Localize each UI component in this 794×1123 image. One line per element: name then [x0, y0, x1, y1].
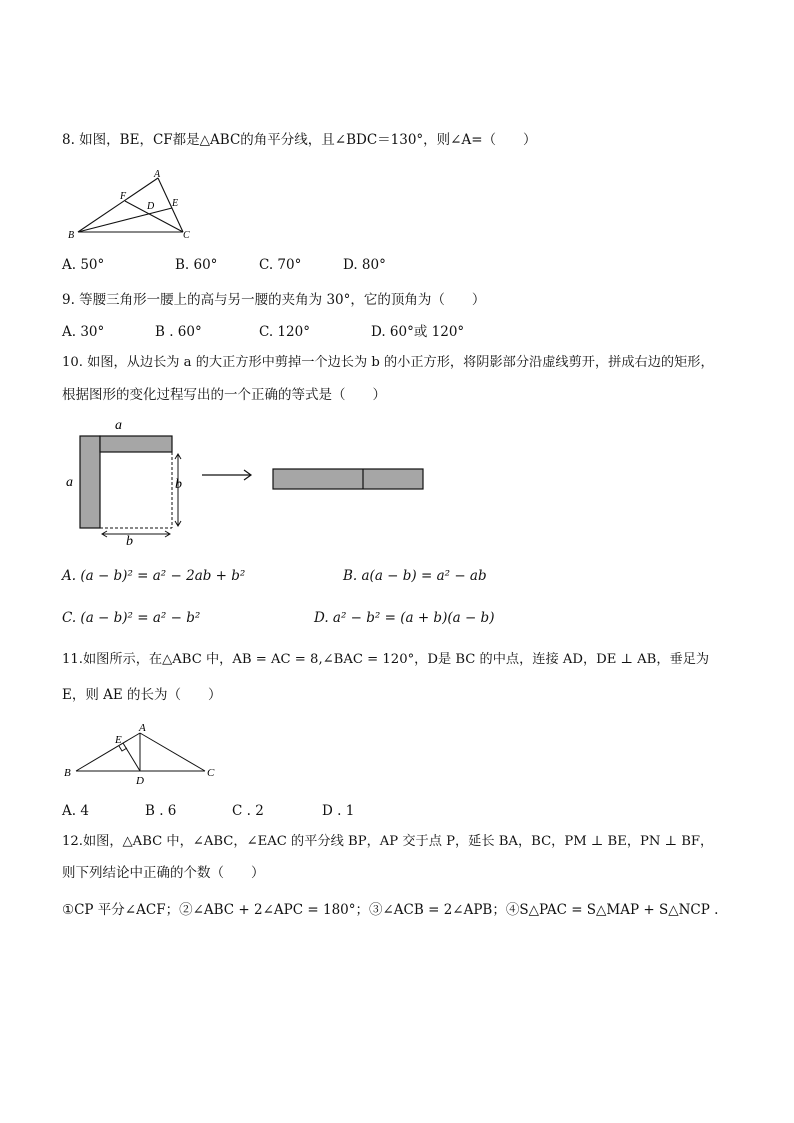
q9-option-b[interactable]: B . 60°	[155, 324, 202, 340]
q12-conclusions: ①CP 平分∠ACF；②∠ABC + 2∠APC = 180°；③∠ACB = 2∠APB；④S△PAC = S△MAP + S△NCP .	[62, 902, 719, 918]
q8-label-d: D	[147, 201, 155, 212]
q10-option-b[interactable]: B. a(a − b) = a² − ab	[343, 568, 487, 584]
q10-stem-line2: 根据图形的变化过程写出的一个正确的等式是（ ）	[62, 387, 386, 403]
q8-label-e: E	[172, 198, 179, 209]
q11-option-d[interactable]: D . 1	[322, 803, 355, 819]
q11-triangle-figure	[62, 718, 227, 788]
q10-label-b-bottom: b	[126, 534, 133, 549]
q12-stem-line1: 12.如图，△ABC 中，∠ABC，∠EAC 的平分线 BP，AP 交于点 P，延长 BA，BC，PM ⊥ BE，PN ⊥ BF，	[62, 834, 714, 849]
q10-arrow-icon	[200, 469, 260, 481]
q11-label-c: C	[207, 767, 215, 779]
q11-label-d: D	[136, 775, 144, 787]
q9-stem: 9. 等腰三角形一腰上的高与另一腰的夹角为 30°，它的顶角为（ ）	[62, 292, 486, 308]
q10-rectangle-figure	[272, 468, 427, 493]
q11-label-b: B	[64, 767, 71, 779]
q11-label-e: E	[115, 734, 122, 746]
q10-option-c[interactable]: C. (a − b)² = a² − b²	[62, 610, 201, 626]
q11-stem-line1: 11.如图所示，在△ABC 中，AB = AC = 8,∠BAC = 120°，D是 BC 的中点，连接 AD，DE ⊥ AB，垂足为	[62, 652, 710, 667]
q8-option-c[interactable]: C. 70°	[259, 257, 302, 273]
q8-stem: 8. 如图，BE，CF都是△ABC的角平分线，且∠BDC＝130°，则∠A=（ ）	[62, 132, 537, 148]
q10-option-d[interactable]: D. a² − b² = (a + b)(a − b)	[314, 610, 495, 626]
q8-option-b[interactable]: B. 60°	[175, 257, 218, 273]
q10-label-b-right: b	[175, 477, 182, 492]
q11-stem-line2: E，则 AE 的长为（ ）	[62, 687, 222, 703]
q8-option-d[interactable]: D. 80°	[343, 257, 386, 273]
q8-label-b: B	[68, 230, 75, 241]
q11-option-c[interactable]: C . 2	[232, 803, 264, 819]
q11-option-b[interactable]: B . 6	[145, 803, 177, 819]
q11-label-a: A	[139, 722, 146, 734]
q8-triangle-figure	[66, 170, 196, 240]
q12-stem-line2: 则下列结论中正确的个数（ ）	[62, 865, 265, 881]
q9-option-a[interactable]: A. 30°	[62, 324, 105, 340]
q8-option-a[interactable]: A. 50°	[62, 257, 105, 273]
q10-label-a-left: a	[66, 475, 73, 490]
q10-option-a[interactable]: A. (a − b)² = a² − 2ab + b²	[62, 568, 246, 584]
q10-square-figure	[60, 414, 185, 549]
q10-label-a-top: a	[115, 418, 122, 433]
q9-option-d[interactable]: D. 60°或 120°	[371, 324, 465, 340]
q10-stem-line1: 10. 如图，从边长为 a 的大正方形中剪掉一个边长为 b 的小正方形，将阴影部分沿虚线剪开，拼成右边的矩形，	[62, 355, 714, 370]
q11-option-a[interactable]: A. 4	[62, 803, 89, 819]
q9-option-c[interactable]: C. 120°	[259, 324, 310, 340]
q8-label-c: C	[183, 230, 190, 241]
q8-label-a: A	[154, 169, 161, 180]
q8-label-f: F	[120, 191, 127, 202]
